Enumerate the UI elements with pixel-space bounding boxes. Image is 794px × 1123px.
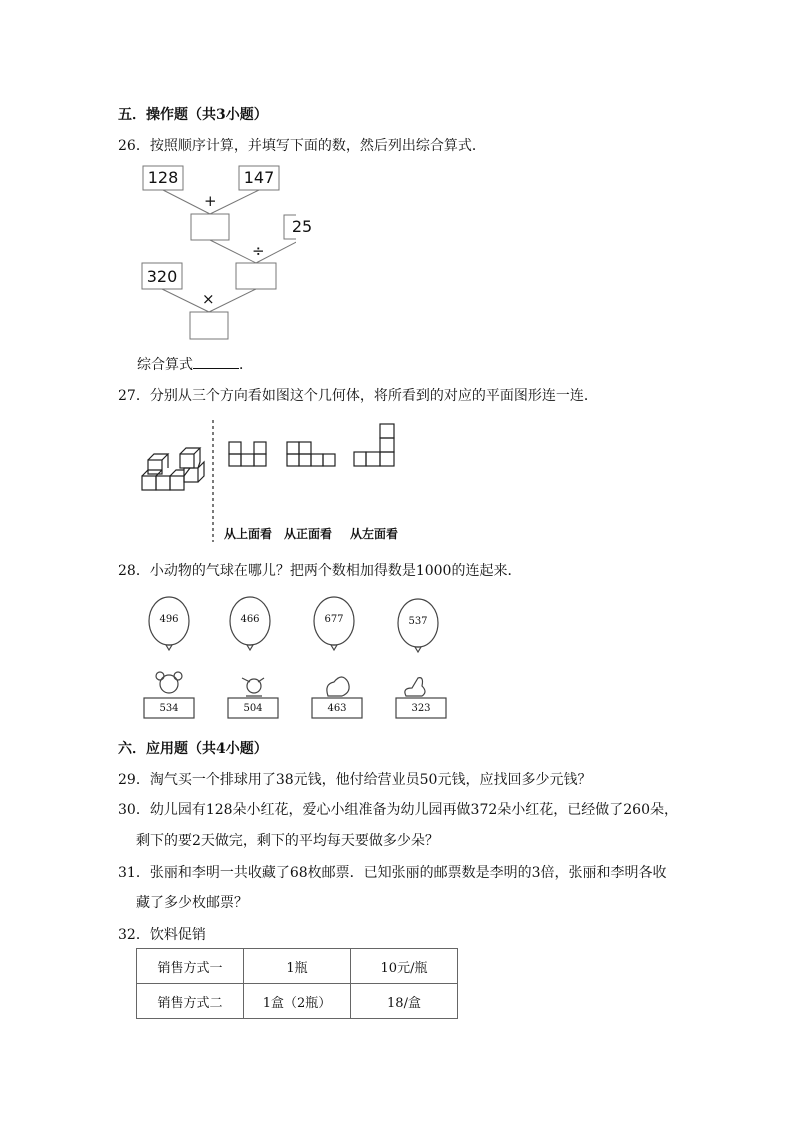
balloon-466: 466: [240, 614, 260, 625]
balloon-537: 537: [408, 616, 428, 627]
q27-label-left: 从左面看: [350, 527, 399, 541]
q26-flow-diagram: [136, 160, 296, 346]
q26-number-147: 147: [243, 168, 275, 187]
q27-label-front: 从正面看: [284, 527, 333, 541]
question-27-text: 27．分别从三个方向看如图这个几何体，将所看到的对应的平面图形连一连．: [118, 388, 598, 404]
table-cell: 10元/瓶: [351, 949, 458, 984]
table-cell: 1瓶: [244, 949, 351, 984]
q26-formula-label: 综合算式: [137, 357, 193, 373]
q26-answer-blank[interactable]: [193, 354, 239, 369]
table-cell: 销售方式二: [137, 984, 244, 1019]
question-31-line-2: 藏了多少枚邮票？: [136, 895, 248, 911]
balloon-496: 496: [159, 614, 179, 625]
animal-504: 504: [243, 703, 263, 714]
q26-number-25: 25: [291, 217, 313, 236]
q26-formula-line: [137, 354, 253, 375]
q26-divide-sign: ÷: [252, 242, 265, 260]
question-32-text: 32．饮料促销: [118, 927, 206, 943]
table-cell: 18/盒: [351, 984, 458, 1019]
section-6-title: 六．应用题（共4小题）: [118, 741, 268, 757]
table-cell: 销售方式一: [137, 949, 244, 984]
question-29-text: 29．淘气买一个排球用了38元钱，他付给营业员50元钱，应找回多少元钱？: [118, 772, 592, 788]
q26-multiply-sign: ×: [202, 290, 215, 308]
animal-534: 534: [159, 703, 179, 714]
q26-number-128: 128: [147, 168, 179, 187]
balloon-677: 677: [324, 614, 344, 625]
question-31-line-1: 31．张丽和李明一共收藏了68枚邮票．已知张丽的邮票数是李明的3倍，张丽和李明各收: [118, 865, 667, 881]
q26-number-320: 320: [146, 267, 178, 286]
question-30-line-1: 30．幼儿园有128朵小红花，爱心小组准备为幼儿园再做372朵小红花，已经做了260朵，: [118, 802, 678, 818]
question-28-text: 28．小动物的气球在哪儿？把两个数相加得数是1000的连起来．: [118, 563, 522, 579]
q26-plus-sign: +: [204, 192, 217, 210]
table-row: [137, 949, 458, 984]
animal-323: 323: [411, 703, 431, 714]
table-cell: 1盒（2瓶）: [244, 984, 351, 1019]
section-5-title: 五．操作题（共3小题）: [118, 107, 268, 123]
table-row: [137, 984, 458, 1019]
animal-463: 463: [327, 703, 347, 714]
question-30-line-2: 剩下的要2天做完，剩下的平均每天要做多少朵？: [136, 833, 439, 849]
q32-sales-table: [136, 948, 458, 1019]
q27-label-top: 从上面看: [224, 527, 273, 541]
q26-formula-end: ．: [239, 357, 253, 373]
question-26-text: 26．按照顺序计算，并填写下面的数，然后列出综合算式．: [118, 138, 486, 154]
